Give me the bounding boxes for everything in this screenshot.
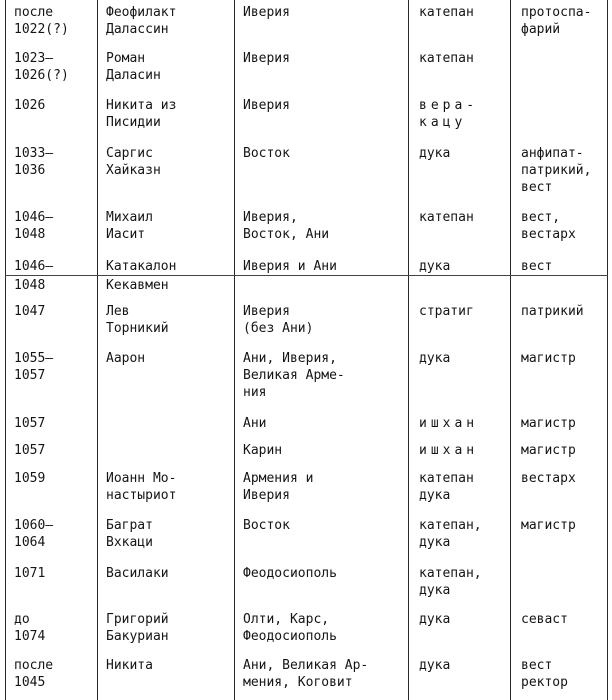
cell-name: Никита из Писидии: [106, 98, 177, 130]
cell-date: 1057: [14, 443, 46, 458]
cell-title: магистр: [521, 518, 576, 533]
cell-office: дука: [419, 351, 451, 366]
cell-region: Восток: [243, 518, 290, 533]
column-divider: [97, 0, 98, 700]
cell-office: дука: [419, 146, 451, 161]
cell-region: Иверия и Ани: [243, 259, 337, 274]
cell-name: Баграт Вхкаци: [106, 518, 153, 550]
cell-date: 1060— 1064: [14, 518, 54, 550]
cell-name: Василаки: [106, 566, 169, 581]
cell-date: 1059: [14, 471, 46, 486]
cell-date: 1047: [14, 304, 46, 319]
cell-title: севаст: [521, 612, 568, 627]
cell-name: Роман Даласин: [106, 51, 161, 83]
cell-date: 1055— 1057: [14, 351, 54, 383]
cell-name: Феофилакт Далассин: [106, 5, 177, 37]
cell-date: 1046—: [14, 259, 54, 274]
cell-region: Ани, Иверия, Великая Арме- ния: [243, 351, 345, 400]
cell-region: Ани: [243, 416, 267, 431]
cell-date: 1033— 1036: [14, 146, 54, 178]
column-divider: [510, 0, 511, 700]
column-divider: [408, 0, 409, 700]
cell-region: Иверия, Восток, Ани: [243, 210, 330, 242]
cell-office: стратиг: [419, 304, 474, 319]
cell-office: вера- кацу: [419, 98, 479, 130]
cell-title: анфипат- патрикий, вест: [521, 146, 592, 195]
cell-date: до 1074: [14, 612, 46, 644]
cell-office: катепан, дука: [419, 518, 482, 550]
cell-title: магистр: [521, 351, 576, 366]
cell-date: 1057: [14, 416, 46, 431]
cell-region: Восток: [243, 146, 290, 161]
cell-region: Олти, Карс, Феодосиополь: [243, 612, 337, 644]
cell-title: вест, вестарх: [521, 210, 576, 242]
cell-office: катепан: [419, 5, 474, 20]
cell-region: Карин: [243, 443, 283, 458]
column-divider: [5, 0, 6, 700]
cell-name: Кекавмен: [106, 278, 169, 293]
cell-name: Иоанн Мо- настыриот: [106, 471, 177, 503]
cell-office: катепан, дука: [419, 566, 482, 598]
cell-office: ишхан: [419, 416, 479, 431]
cell-office: дука: [419, 612, 451, 627]
cell-office: катепан: [419, 51, 474, 66]
cell-name: Никита: [106, 658, 153, 673]
cell-name: Катакалон: [106, 259, 177, 274]
cell-date: 1023— 1026(?): [14, 51, 69, 83]
cell-name: Саргис Хайказн: [106, 146, 161, 178]
cell-office: дука: [419, 259, 451, 274]
cell-region: Ани, Великая Ар- мения, Коговит: [243, 658, 369, 690]
cell-date: 1048: [14, 278, 46, 293]
cell-office: катепан дука: [419, 471, 474, 503]
cell-region: Иверия: [243, 5, 290, 20]
row-divider: [5, 275, 608, 276]
cell-title: вест ректор: [521, 658, 568, 690]
column-divider: [607, 0, 608, 700]
cell-title: вест: [521, 259, 553, 274]
cell-region: Иверия: [243, 98, 290, 113]
cell-date: 1026: [14, 98, 46, 113]
cell-date: после 1022(?): [14, 5, 69, 37]
cell-region: Феодосиополь: [243, 566, 337, 581]
cell-title: протоспа- фарий: [521, 5, 592, 37]
cell-region: Иверия (без Ани): [243, 304, 314, 336]
cell-name: Михаил Иасит: [106, 210, 153, 242]
cell-title: патрикий: [521, 304, 584, 319]
cell-name: Григорий Бакуриан: [106, 612, 169, 644]
cell-date: 1071: [14, 566, 46, 581]
cell-title: магистр: [521, 416, 576, 431]
cell-date: после 1045: [14, 658, 54, 690]
cell-title: магистр: [521, 443, 576, 458]
column-divider: [234, 0, 235, 700]
cell-region: Армения и Иверия: [243, 471, 314, 503]
cell-name: Аарон: [106, 351, 146, 366]
cell-region: Иверия: [243, 51, 290, 66]
cell-name: Лев Торникий: [106, 304, 169, 336]
cell-title: вестарх: [521, 471, 576, 486]
cell-office: катепан: [419, 210, 474, 225]
cell-office: ишхан: [419, 443, 479, 458]
cell-date: 1046— 1048: [14, 210, 54, 242]
cell-office: дука: [419, 658, 451, 673]
